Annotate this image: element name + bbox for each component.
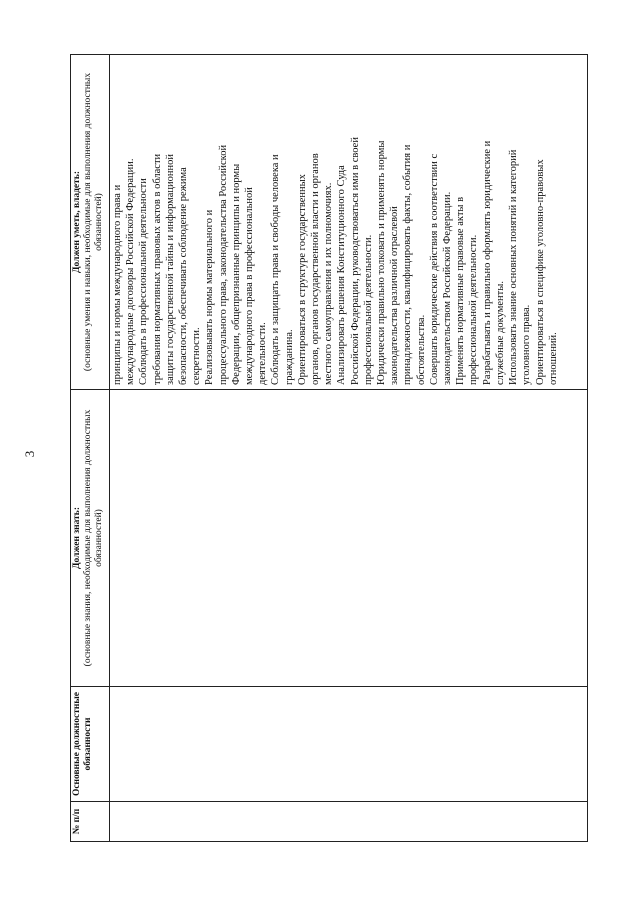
skills-line: Совершать юридические действия в соответствии с	[428, 153, 440, 385]
skills-line: Реализовывать нормы материального и	[204, 209, 216, 385]
skills-line: Соблюдать и защищать права и свободы человека и	[270, 154, 282, 385]
skills-line: законодательством Российской Федерации.	[442, 191, 454, 385]
skills-line: деятельности.	[257, 322, 269, 385]
skills-line: Федерации, общепризнанные принципы и нормы	[230, 163, 242, 385]
skills-line: Соблюдать в профессиональной деятельности	[138, 178, 150, 385]
skills-line: Анализировать решения Конституционного Суда	[336, 165, 348, 385]
skills-line: Ориентироваться в специфике уголовно-правовых	[534, 159, 546, 385]
header-skills-sublabel: (основные умения и навыки, необходимые для выполнения должностных обязанностей)	[83, 72, 104, 372]
skills-line: принадлежности, квалифицировать факты, события и	[402, 144, 414, 385]
header-duties	[71, 687, 110, 802]
skills-line: служебные документы.	[494, 281, 506, 385]
skills-line: процессуального права, законодательства Российской	[217, 144, 229, 385]
skills-line: профессиональной деятельности.	[362, 234, 374, 385]
header-skills-label: Должен уметь, владеть:	[72, 170, 82, 274]
skills-line: безопасности, обеспечивать соблюдение режима	[178, 167, 190, 385]
cell-duties	[110, 687, 588, 802]
header-knowledge-sublabel: (основные знания, необходимые для выполнения должностных обязанностей)	[83, 409, 104, 667]
header-knowledge-label: Должен знать:	[72, 507, 82, 569]
header-duties-label: Основные должностные обязанности	[72, 691, 93, 797]
header-knowledge	[71, 390, 110, 687]
skills-line: Использовать знание основных понятий и категорий	[508, 149, 520, 385]
skills-line: гражданина.	[283, 329, 295, 385]
skills-line: отношений.	[547, 332, 559, 385]
skills-line: Ориентироваться в структуре государственных	[296, 174, 308, 385]
skills-line: международные договоры Российской Федерации.	[125, 158, 137, 385]
table-row	[110, 55, 588, 842]
rotated-table-wrapper	[70, 55, 588, 842]
skills-line: Юридически правильно толковать и применять нормы	[376, 140, 388, 385]
skills-line: обстоятельства.	[415, 314, 427, 385]
header-skills	[71, 55, 110, 390]
skills-line: уголовного права.	[521, 304, 533, 385]
skills-line: Российской Федерации, руководствоваться ими в своей	[349, 137, 361, 385]
duties-table	[70, 54, 588, 842]
skills-line: Разрабатывать и правильно оформлять юридические и	[481, 140, 493, 385]
skills-line: органов, органов государственной власти и органов	[310, 153, 322, 385]
skills-line: профессиональной деятельности.	[468, 234, 480, 385]
skills-line: принципы и нормы международного права и	[112, 184, 123, 385]
cell-number	[110, 802, 588, 842]
skills-line: секретности.	[191, 327, 203, 385]
skills-line: законодательства различной отраслевой	[389, 206, 401, 385]
skills-line: международного права в профессиональной	[244, 187, 256, 385]
cell-skills	[110, 55, 588, 390]
skills-line: Применять нормативные правовые акты в	[455, 196, 467, 385]
cell-knowledge	[110, 390, 588, 687]
header-number-label: № п/п	[72, 808, 82, 835]
page-number: 3	[22, 450, 37, 458]
skills-line: защиты государственной тайны и информационной	[164, 154, 176, 385]
header-number	[71, 802, 110, 842]
skills-line: местного самоуправления и их полномочиях.	[323, 182, 335, 385]
skills-line: требования нормативных правовых актов в области	[151, 153, 163, 385]
table-header-row	[71, 55, 110, 842]
